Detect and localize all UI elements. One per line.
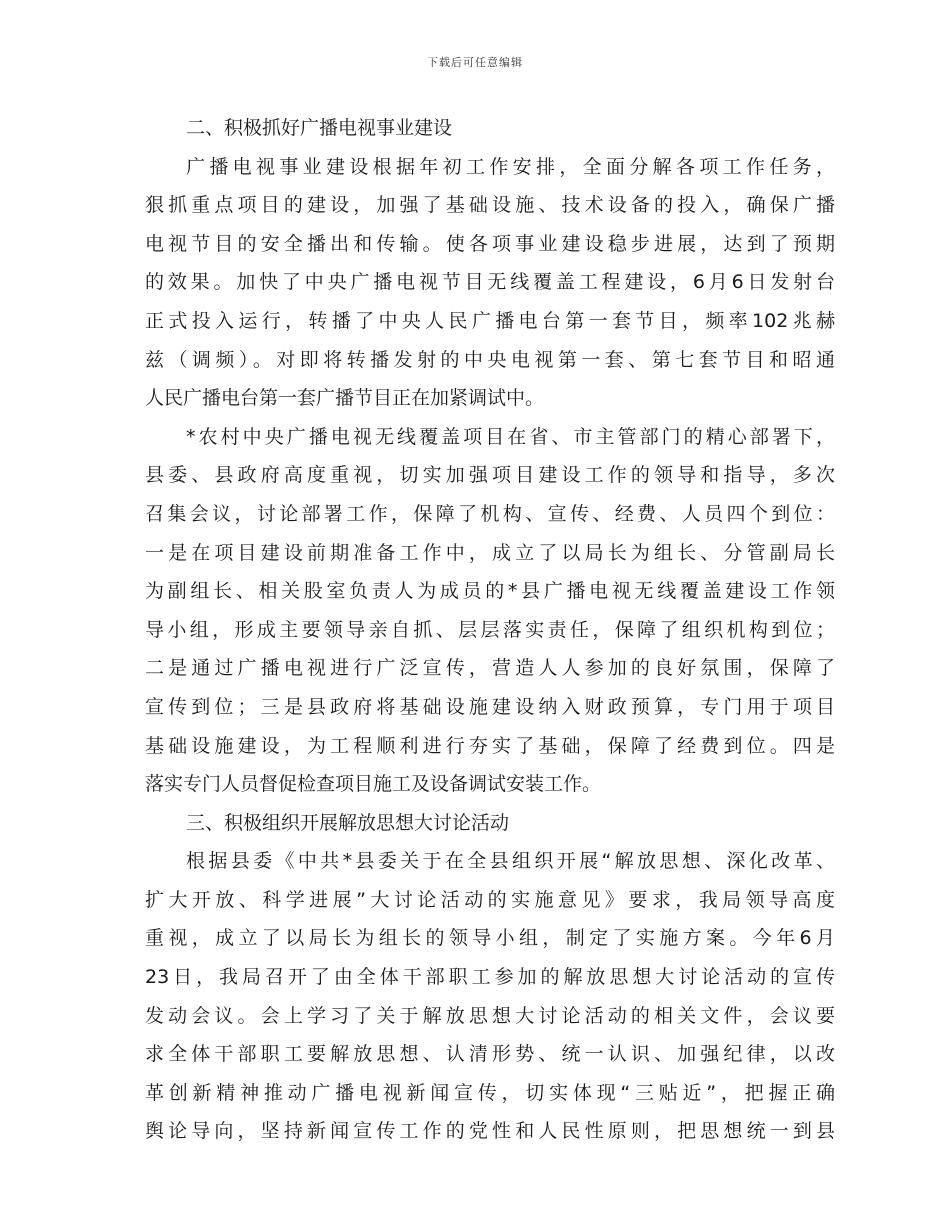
text-line: 基础设施建设，为工程顺利进行夯实了基础，保障了经费到位。四是 — [145, 734, 835, 757]
text-line: 县委、县政府高度重视，切实加强项目建设工作的领导和指导，多次 — [145, 464, 835, 487]
page-header: 下载后可任意编辑 — [427, 56, 523, 69]
text-line: 狠抓重点项目的建设，加强了基础设施、技术设备的投入，确保广播 — [145, 194, 835, 217]
text-line: *农村中央广播电视无线覆盖项目在省、市主管部门的精心部署下， — [186, 425, 835, 448]
text-line: 革创新精神推动广播电视新闻宣传，切实体现“三贴近”，把握正确 — [145, 1081, 835, 1104]
text-line: 落实专门人员督促检查项目施工及设备调试安装工作。 — [145, 773, 602, 796]
text-line: 人民广播电台第一套广播节目正在加紧调试中。 — [145, 387, 545, 410]
text-line: 正式投入运行，转播了中央人民广播电台第一套节目，频率102兆赫 — [145, 309, 835, 332]
section-heading: 三、积极组织开展解放思想大讨论活动 — [186, 811, 510, 834]
section-heading: 二、积极抓好广播电视事业建设 — [186, 117, 453, 139]
text-line: 召集会议，讨论部署工作，保障了机构、宣传、经费、人员四个到位： — [145, 502, 835, 525]
text-line: 23日，我局召开了由全体干部职工参加的解放思想大讨论活动的宣传 — [145, 966, 835, 989]
document-body — [145, 109, 835, 1151]
text-line: 电视节目的安全播出和传输。使各项事业建设稳步进展，达到了预期 — [145, 232, 835, 255]
text-line: 重视，成立了以局长为组长的领导小组，制定了实施方案。今年6月 — [145, 927, 835, 950]
text-line: 宣传到位；三是县政府将基础设施建设纳入财政预算，专门用于项目 — [145, 695, 835, 718]
text-line: 根据县委《中共*县委关于在全县组织开展“解放思想、深化改革、 — [186, 850, 835, 873]
text-line: 为副组长、相关股室负责人为成员的*县广播电视无线覆盖建设工作领 — [145, 580, 835, 603]
text-line: 一是在项目建设前期准备工作中，成立了以局长为组长、分管副局长 — [145, 541, 835, 564]
text-line: 扩大开放、科学进展”大讨论活动的实施意见》要求，我局领导高度 — [145, 888, 835, 911]
text-line: 导小组，形成主要领导亲自抓、层层落实责任，保障了组织机构到位； — [145, 618, 835, 641]
text-line: 发动会议。会上学习了关于解放思想大讨论活动的相关文件，会议要 — [145, 1004, 835, 1027]
text-line: 舆论导向，坚持新闻宣传工作的党性和人民性原则，把思想统一到县 — [145, 1120, 835, 1143]
text-line: 广播电视事业建设根据年初工作安排，全面分解各项工作任务， — [186, 155, 835, 178]
text-line: 的效果。加快了中央广播电视节目无线覆盖工程建设，6月6日发射台 — [145, 271, 835, 294]
text-line: 兹（调频）。对即将转播发射的中央电视第一套、第七套节目和昭通 — [145, 348, 835, 371]
text-line: 求全体干部职工要解放思想、认清形势、统一认识、加强纪律，以改 — [145, 1043, 835, 1066]
text-line: 二是通过广播电视进行广泛宣传，营造人人参加的良好氛围，保障了 — [145, 657, 835, 680]
